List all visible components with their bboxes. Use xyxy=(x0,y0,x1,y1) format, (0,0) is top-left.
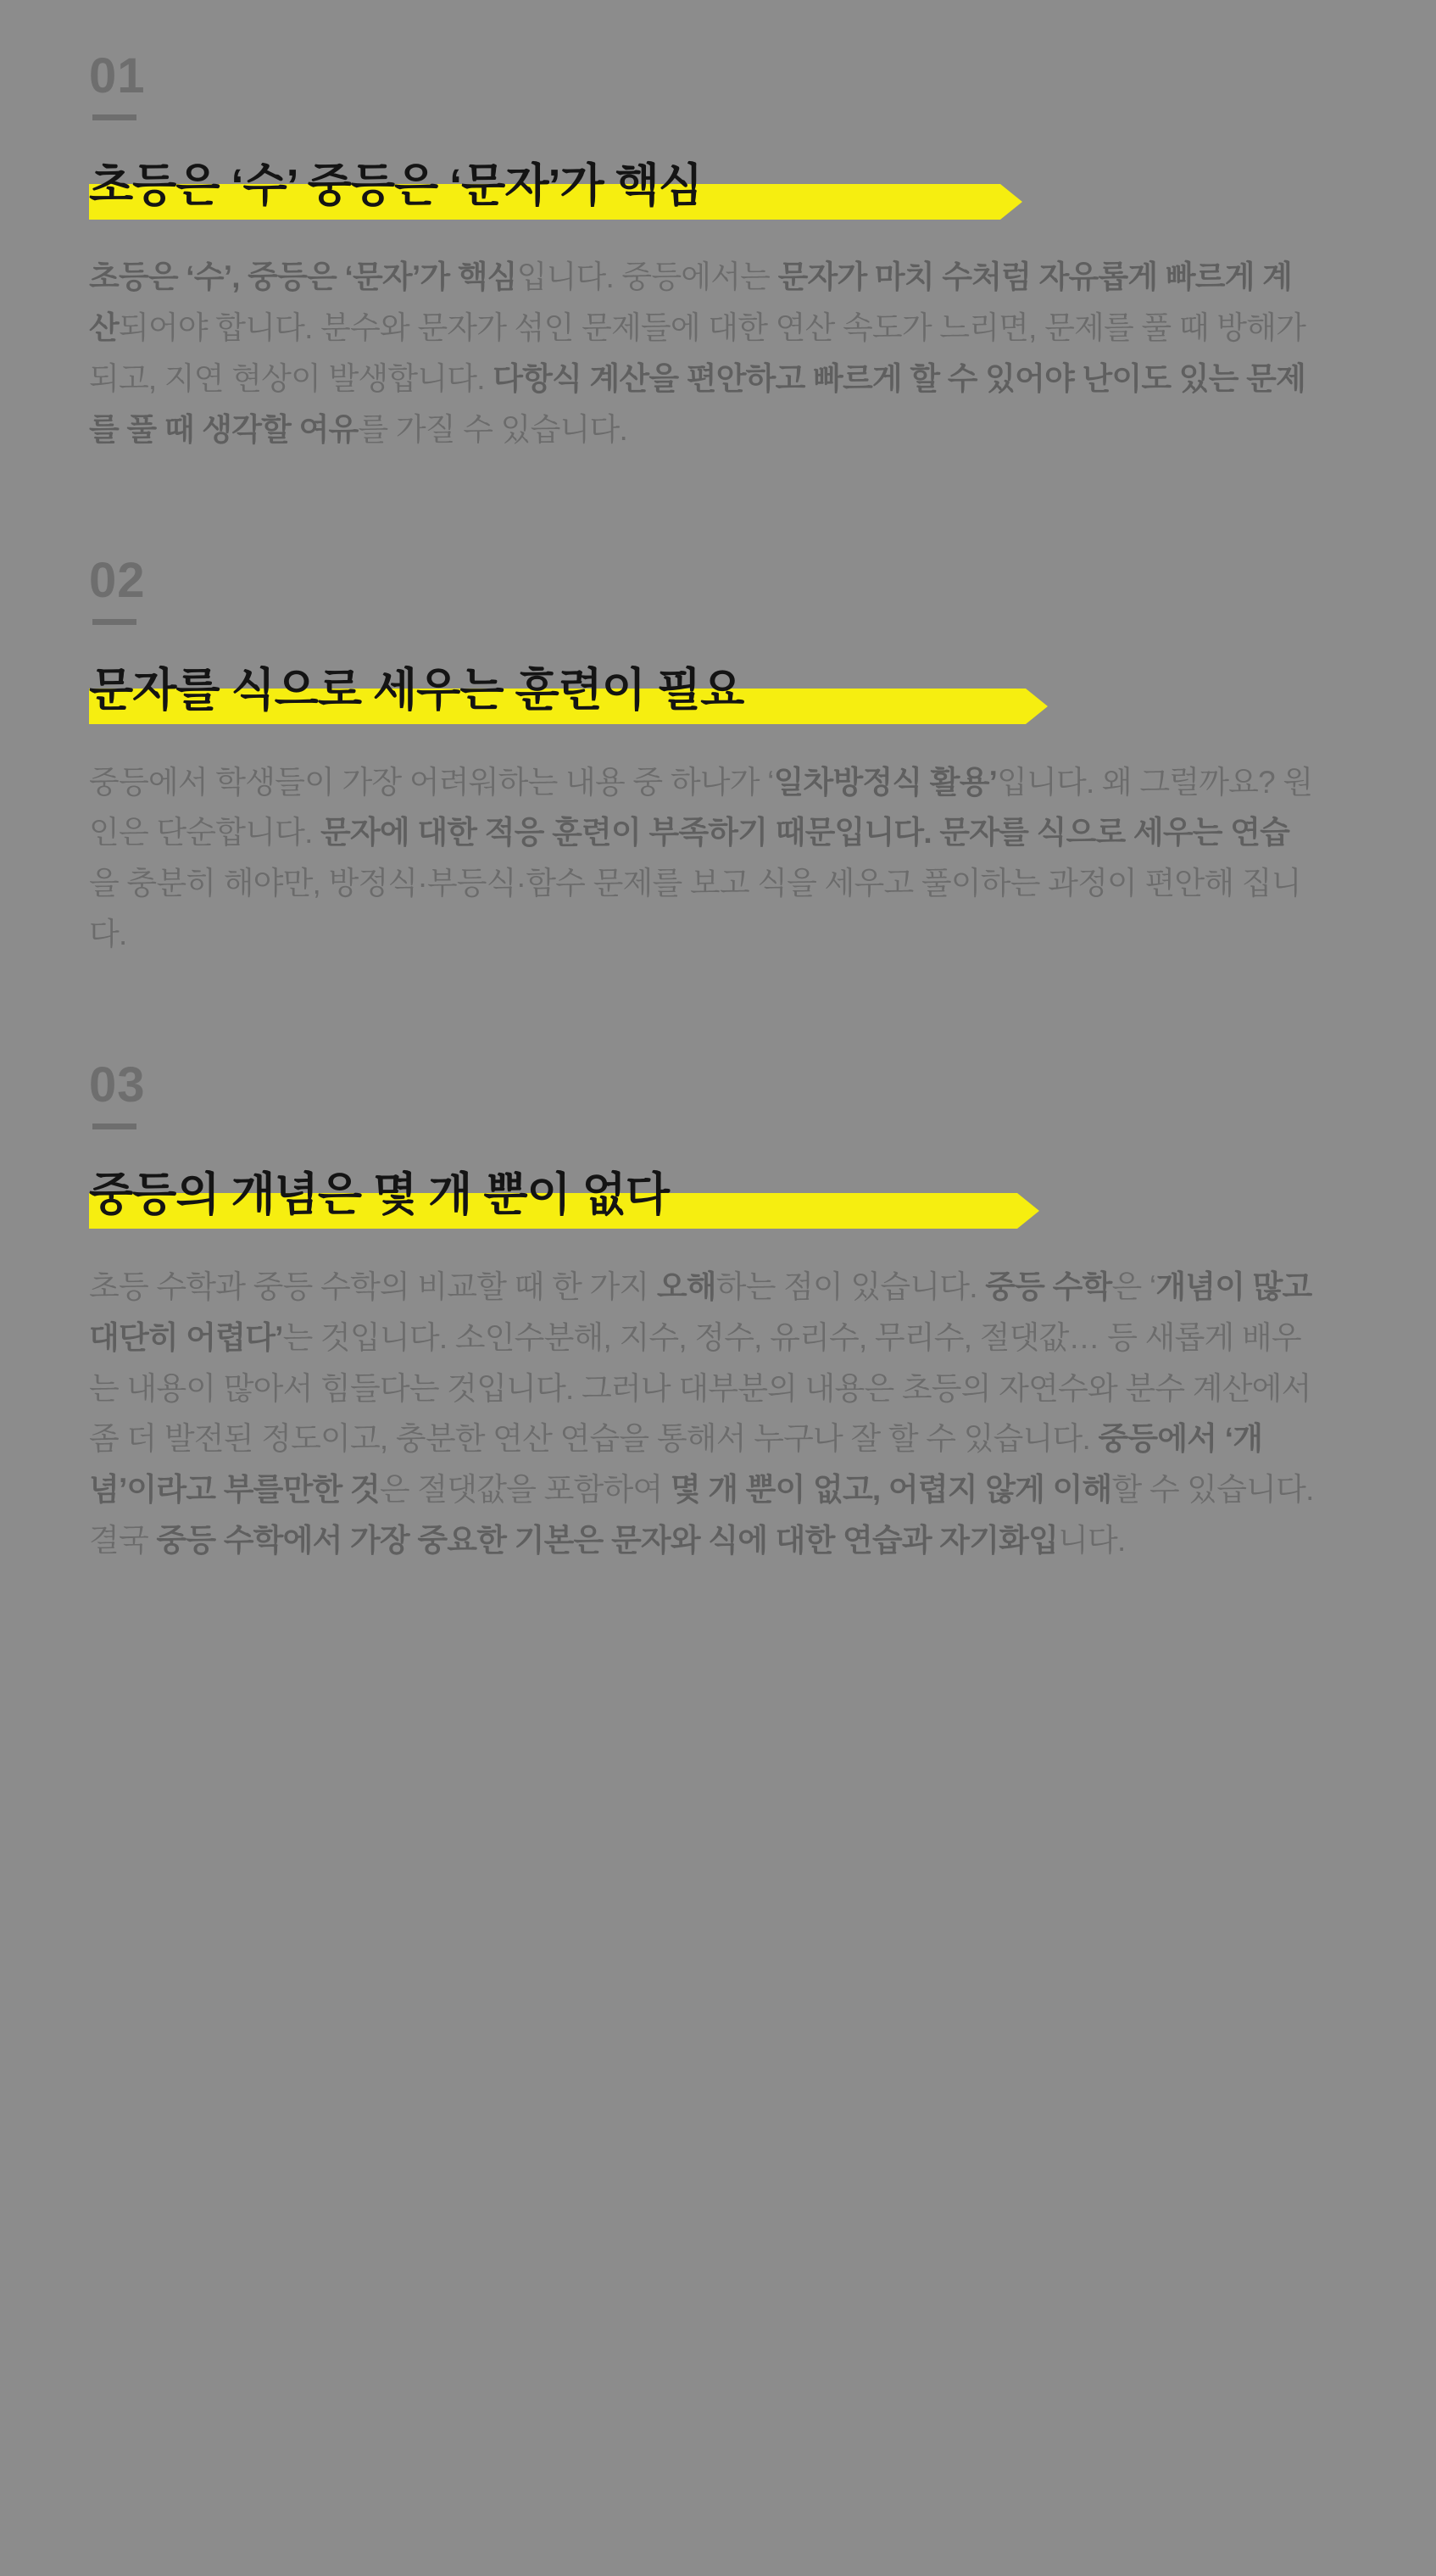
section-headline: 중등의 개념은 몇 개 뿐이 없다 xyxy=(89,1168,669,1220)
section-number: 02 xyxy=(89,553,146,609)
section-divider xyxy=(92,619,136,625)
headline-wrap xyxy=(89,159,1351,215)
section-headline: 문자를 식으로 세우는 훈련이 필요 xyxy=(89,664,744,716)
section-03 xyxy=(89,1057,1351,1566)
section-body: 중등에서 학생들이 가장 어려워하는 내용 중 하나가 ‘일차방정식 활용’입니다. 왜 그럴까요? 원인은 단순합니다. 문자에 대한 적응 훈련이 부족하기 때문입니다. 문자를 식으로 세우는 연습을 충분히 해야만, 방정식·부등식·함수 문제를 보고 식을 세우고 풀이하는 과정이 편안해 집니다. xyxy=(89,764,1313,952)
section-divider xyxy=(92,1124,136,1129)
headline-wrap xyxy=(89,663,1351,719)
section-headline: 초등은 ‘수’ 중등은 ‘문자’가 핵심 xyxy=(89,159,703,211)
section-01 xyxy=(89,48,1351,455)
section-02 xyxy=(89,555,1351,960)
section-body: 초등은 ‘수’, 중등은 ‘문자’가 핵심입니다. 중등에서는 문자가 마치 수처럼 자유롭게 빠르게 계산되어야 합니다. 분수와 문자가 섞인 문제들에 대한 연산 속도가 느리면, 문제를 풀 때 방해가 되고, 지연 현상이 발생합니다. 다항식 계산을 편안하고 빠르게 할 수 있어야 난이도 있는 문제를 풀 때 생각할 여유를 가질 수 있습니다. xyxy=(89,259,1306,448)
section-body: 초등 수학과 중등 수학의 비교할 때 한 가지 오해하는 점이 있습니다. 중등 수학은 ‘개념이 많고 대단히 어렵다’는 것입니다. 소인수분해, 지수, 정수, 유리수, 무리수, 절댓값… 등 새롭게 배우는 내용이 많아서 힘들다는 것입니다. 그러나 대부분의 내용은 초등의 자연수와 분수 계산에서 좀 더 발전된 정도이고, 충분한 연산 연습을 통해서 누구나 잘 할 수 있습니다. 중등에서 ‘개념’이라고 부를만한 것은 절댓값을 포함하여 몇 개 뿐이 없고, 어렵지 않게 이해할 수 있습니다. 결국 중등 수학에서 가장 중요한 기본은 문자와 식에 대한 연습과 자기화입니다. xyxy=(89,1268,1314,1558)
section-number: 01 xyxy=(89,48,146,103)
headline-wrap xyxy=(89,1168,1351,1224)
section-divider xyxy=(92,114,136,120)
section-number: 03 xyxy=(89,1057,146,1113)
